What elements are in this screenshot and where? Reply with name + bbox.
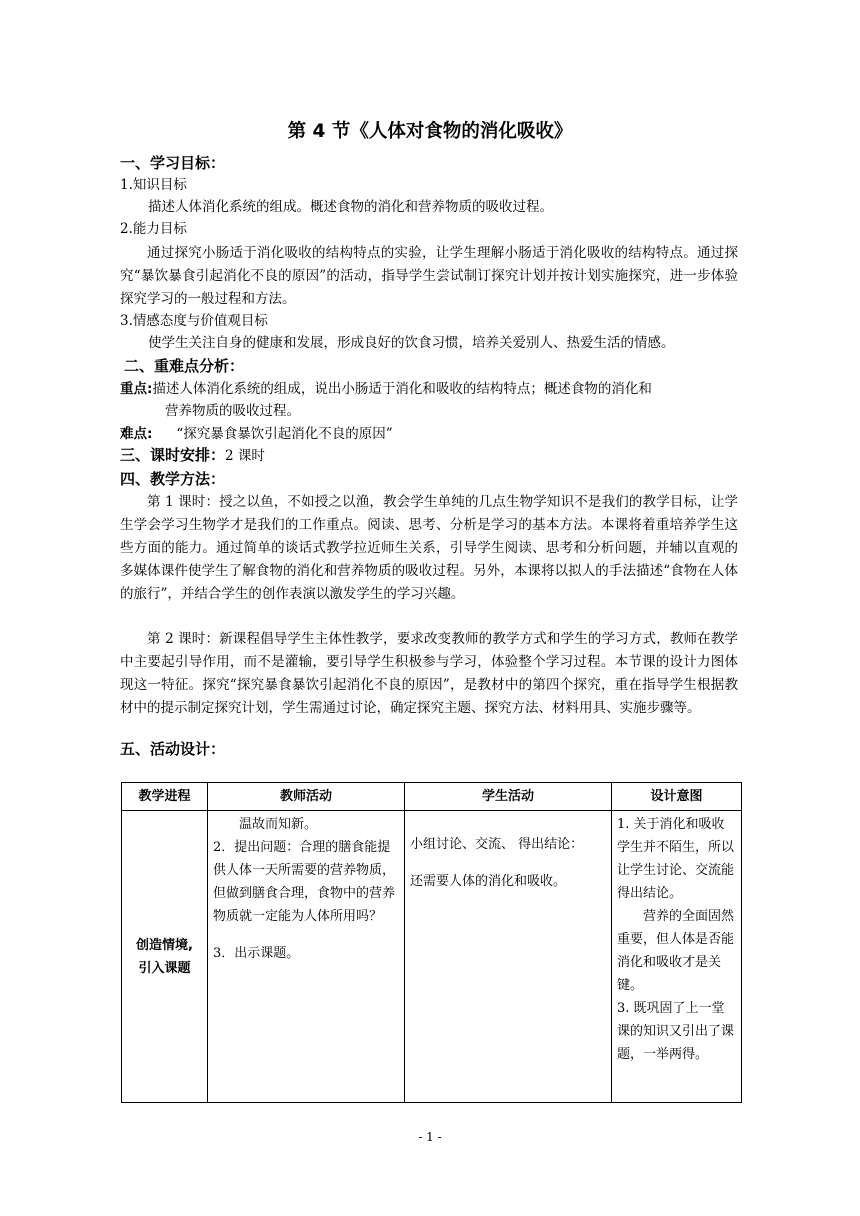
page-title: 第 4 节《人体对食物的消化吸收》 — [287, 121, 573, 142]
key-point-label: 重点: — [120, 381, 153, 397]
method-paragraph-2: 第 2 课时：新课程倡导学生主体性教学，要求改变教师的教学方式和学生的学习方式，教师在教学中主要起引导作用，而不是灌输，要引导学生积极参与学习，体验整个学习过程。本节课的设计力图体现这一特征。探究“探究暴食暴饮引起消化不良的原因”，是教材中的第四个探究，重在指导学生根据教材中的提示制定探究计划，学生需通过讨论，确定探究主题、探究方法、材料用具、实施步骤等。 — [120, 631, 738, 716]
section-heading-goals: 一、学习目标： — [120, 154, 226, 172]
header-student: 学生活动 — [405, 783, 612, 811]
schedule-line — [120, 445, 265, 466]
student-cell — [405, 811, 612, 1103]
stage-text-2: 引入课题 — [138, 960, 191, 976]
header-intent: 设计意图 — [612, 783, 742, 811]
stage-cell — [122, 811, 208, 1103]
header-teacher: 教师活动 — [208, 783, 405, 811]
table-row — [122, 811, 742, 1103]
key-point-text-2: 营养物质的吸收过程。 — [165, 403, 300, 419]
teacher-step-3: 3．出示课题。 — [213, 946, 300, 961]
section-heading-activity: 五、活动设计： — [120, 740, 226, 758]
teacher-step-2: 2．提出问题：合理的膳食能提供人体一天所需要的营养物质，但做到膳食合理，食物中的营养物质就一定能为人体所用吗？ — [213, 840, 396, 924]
key-point-line — [120, 379, 652, 399]
knowledge-goal-label: 1.知识目标 — [120, 177, 187, 193]
student-text-1: 小组讨论、交流、 得出结论： — [410, 837, 584, 852]
section-heading-methods: 四、教学方法： — [120, 470, 226, 488]
student-text-2: 还需要人体的消化和吸收。 — [410, 874, 567, 889]
emotion-goal-label: 3.情感态度与价值观目标 — [120, 313, 268, 329]
knowledge-goal-text: 描述人体消化系统的组成。概述食物的消化和营养物质的吸收过程。 — [148, 199, 553, 215]
difficulty-line — [120, 424, 393, 444]
intent-text-3: 3. 既巩固了上一堂课的知识又引出了课题，一举两得。 — [617, 1001, 735, 1062]
section-heading-schedule: 三、课时安排： — [120, 446, 226, 464]
ability-goal-text: 通过探究小肠适于消化吸收的结构特点的实验，让学生理解小肠适于消化吸收的结构特点。通过探究“暴饮暴食引起消化不良的原因”的活动，指导学生尝试制订探究计划并按计划实施探究，进一步体验探究学习的一般过程和方法。 — [120, 245, 738, 307]
intent-text-2: 营养的全面固然重要，但人体是否能消化和吸收才是关键。 — [617, 909, 735, 993]
page-number: - 1 - — [418, 1130, 442, 1144]
section-heading-key-points: 二、重难点分析： — [124, 357, 245, 375]
teacher-step-1: 温故而知新。 — [239, 817, 318, 832]
intent-text-1: 1. 关于消化和吸收学生并不陌生，所以让学生讨论、交流能得出结论。 — [617, 817, 735, 901]
activity-table — [121, 782, 742, 1103]
schedule-value: 2 课时 — [225, 448, 265, 464]
intent-cell — [612, 811, 742, 1103]
header-stage: 教学进程 — [122, 783, 208, 811]
ability-goal-label: 2.能力目标 — [120, 221, 187, 237]
teacher-cell — [208, 811, 405, 1103]
key-point-text-1: 描述人体消化系统的组成，说出小肠适于消化和吸收的结构特点；概述食物的消化和 — [152, 381, 652, 397]
table-header-row — [122, 783, 742, 811]
method-paragraph-1: 第 1 课时：授之以鱼，不如授之以渔，教会学生单纯的几点生物学知识不是我们的教学目标，让学生学会学习生物学才是我们的工作重点。阅读、思考、分析是学习的基本方法。本课将着重培养学生这些方面的能力。通过简单的谈话式教学拉近师生关系，引导学生阅读、思考和分析问题，并辅以直观的多媒体课件使学生了解食物的消化和营养物质的吸收过程。另外，本课将以拟人的手法描述“食物在人体的旅行”，并结合学生的创作表演以激发学生的学习兴趣。 — [120, 494, 738, 602]
difficulty-text: “探究暴食暴饮引起消化不良的原因” — [176, 426, 393, 442]
emotion-goal-text: 使学生关注自身的健康和发展，形成良好的饮食习惯，培养关爱别人、热爱生活的情感。 — [148, 335, 675, 351]
difficulty-label: 难点: — [120, 426, 153, 442]
stage-text-1: 创造情境, — [136, 937, 193, 953]
